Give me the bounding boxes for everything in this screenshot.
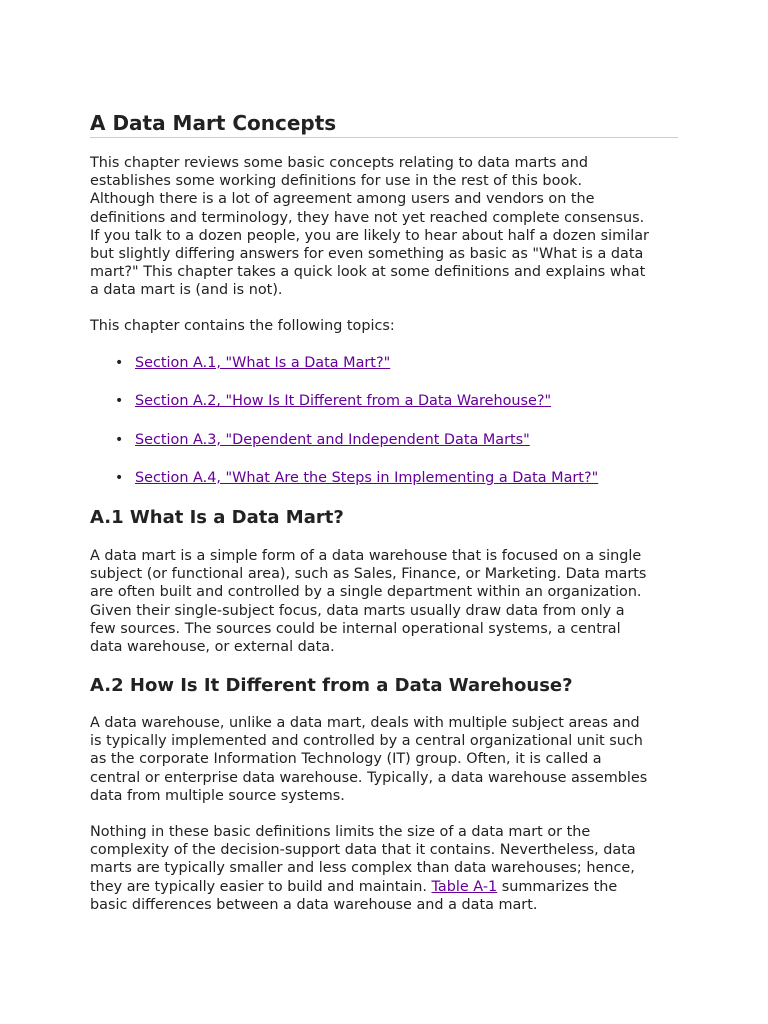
text-line: are often built and controlled by a single department within an organization. (90, 584, 642, 601)
section-a1-paragraph (90, 547, 678, 656)
list-item (90, 465, 678, 503)
text-line: basic differences between a data warehouse and a data mart. (90, 896, 538, 913)
text-line: A data warehouse, unlike a data mart, deals with multiple subject areas and (90, 715, 640, 731)
bullet-icon: • (115, 393, 124, 410)
text-line: as the corporate Information Technology (IT) group. Often, it is called a (90, 751, 602, 768)
text-line: complexity of the decision-support data that it contains. Nevertheless, data (90, 842, 636, 859)
text-line: few sources. The sources could be internal operational systems, a central (90, 620, 621, 637)
section-a2-heading: A.2 How Is It Different from a Data Warehouse? (90, 675, 573, 696)
intro-paragraph (90, 154, 678, 300)
toc-link-section-a4[interactable]: Section A.4, "What Are the Steps in Implementing a Data Mart?" (135, 469, 599, 486)
text-line: Nothing in these basic definitions limits the size of a data mart or the (90, 824, 591, 840)
text-line: Given their single-subject focus, data marts usually draw data from only a (90, 602, 625, 619)
toc-link-section-a2[interactable]: Section A.2, "How Is It Different from a Data Warehouse?" (135, 393, 552, 410)
section-a2-paragraph-1 (90, 714, 678, 805)
text-line: subject (or functional area), such as Sales, Finance, or Marketing. Data marts (90, 566, 647, 583)
text-line: If you talk to a dozen people, you are likely to hear about half a dozen similar (90, 227, 649, 244)
text-line: data warehouse, or external data. (90, 639, 335, 656)
bullet-icon: • (115, 431, 124, 448)
toc-link-section-a3[interactable]: Section A.3, "Dependent and Independent Data Marts" (135, 431, 530, 448)
list-item (90, 350, 678, 388)
text-fragment: they are typically easier to build and maintain. (90, 878, 432, 895)
page-title: A Data Mart Concepts (90, 110, 678, 138)
text-line: is typically implemented and controlled by a central organizational unit such (90, 733, 643, 750)
section-a1-heading: A.1 What Is a Data Mart? (90, 507, 344, 528)
section-a2-paragraph-2 (90, 823, 678, 914)
text-line: A data mart is a simple form of a data warehouse that is focused on a single (90, 548, 642, 564)
text-line (90, 878, 678, 896)
bullet-icon: • (115, 355, 124, 371)
text-line: This chapter reviews some basic concepts relating to data marts and (90, 155, 589, 171)
text-line: mart?" This chapter takes a quick look at some definitions and explains what (90, 264, 646, 281)
text-fragment: summarizes the (497, 878, 618, 895)
text-line: central or enterprise data warehouse. Typically, a data warehouse assembles (90, 769, 648, 786)
text-line: a data mart is (and is not). (90, 282, 283, 299)
table-a1-link[interactable]: Table A-1 (431, 878, 498, 895)
topics-lead: This chapter contains the following topics: (90, 318, 395, 334)
topics-list (90, 350, 678, 503)
text-line: but slightly differing answers for even something as basic as "What is a data (90, 246, 644, 263)
text-line: definitions and terminology, they have not yet reached complete consensus. (90, 209, 645, 226)
list-item (90, 388, 678, 426)
text-line: Although there is a lot of agreement among users and vendors on the (90, 191, 595, 208)
text-line: marts are typically smaller and less complex than data warehouses; hence, (90, 860, 635, 877)
bullet-icon: • (115, 469, 124, 486)
text-line: data from multiple source systems. (90, 787, 345, 804)
toc-link-section-a1[interactable]: Section A.1, "What Is a Data Mart?" (135, 355, 391, 371)
text-line: establishes some working definitions for use in the rest of this book. (90, 173, 583, 190)
list-item (90, 427, 678, 465)
